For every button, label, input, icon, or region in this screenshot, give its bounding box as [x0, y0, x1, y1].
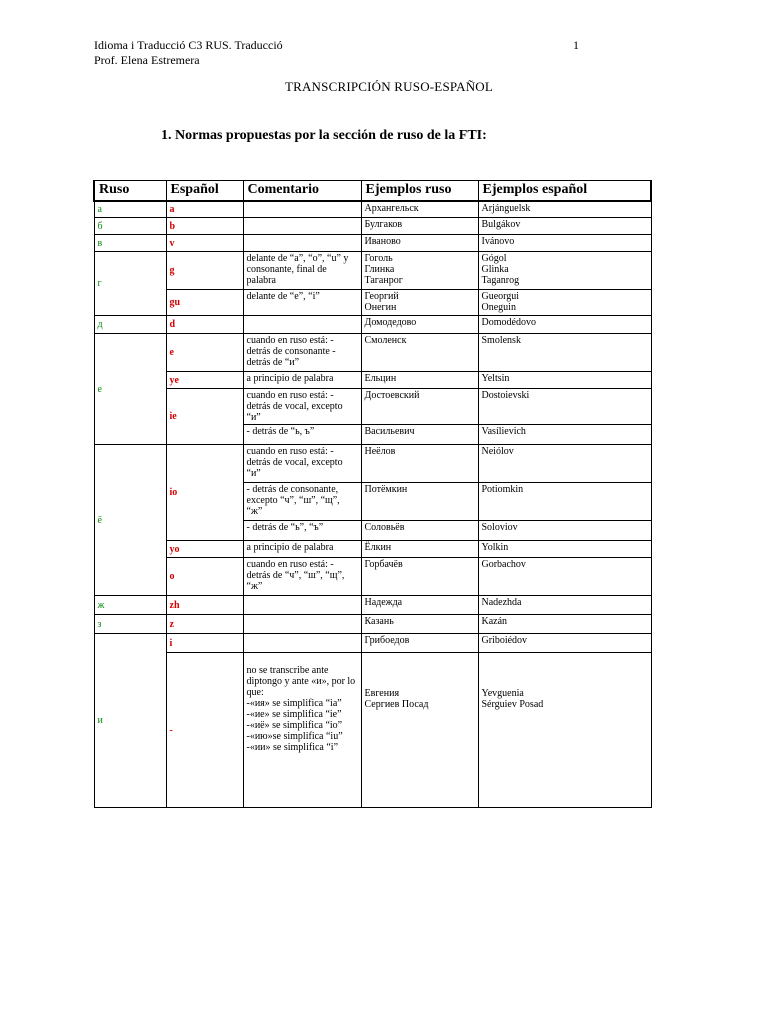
espanol-cell: v: [166, 235, 243, 252]
espanol-cell: z: [166, 615, 243, 634]
example-ru: [361, 653, 478, 808]
comment-cell: [243, 201, 361, 218]
example-es: Griboiédov: [478, 634, 651, 653]
example-es: Neiólov: [478, 445, 651, 483]
example-es-line: Yevguenia: [481, 688, 524, 699]
header-ejemplos-espanol: Ejemplos español: [478, 181, 651, 201]
header-comentario: Comentario: [243, 181, 361, 201]
espanol-cell: d: [166, 316, 243, 334]
header-ejemplos-ruso: Ejemplos ruso: [361, 181, 478, 201]
table-row: [94, 218, 651, 235]
comment-cell: a principio de palabra: [243, 541, 361, 558]
espanol-cell: ye: [166, 372, 243, 389]
comment-cell: [243, 316, 361, 334]
example-es: Nadezhda: [478, 596, 651, 615]
example-es-line: Oneguin: [481, 302, 516, 313]
example-ru: Грибоедов: [361, 634, 478, 653]
example-es-line: Glinka: [481, 264, 509, 275]
example-es: Kazán: [478, 615, 651, 634]
example-es: Potiomkin: [478, 483, 651, 521]
example-ru: Достоевский: [361, 389, 478, 425]
table-row: [94, 558, 651, 596]
comment-line: -«ие» se simplifica “ie”: [246, 709, 342, 720]
comment-cell: - detrás de consonante, excepto “ч”, “ш”, “щ”, “ж”: [243, 483, 361, 521]
comment-cell: [243, 653, 361, 808]
espanol-cell: i: [166, 634, 243, 653]
example-es: Domodédovo: [478, 316, 651, 334]
comment-cell: - detrás de “ь, ъ”: [243, 425, 361, 445]
example-es: Yolkin: [478, 541, 651, 558]
comment-cell: cuando en ruso está: - detrás de “ч”, “ш”, “щ”, “ж”: [243, 558, 361, 596]
comment-cell: delante de “e”, “i”: [243, 290, 361, 316]
example-ru: Неёлов: [361, 445, 478, 483]
comment-cell: delante de “a”, “o”, “u” y consonante, final de palabra: [243, 252, 361, 290]
example-es-line: Gógol: [481, 253, 507, 264]
table-row: [94, 653, 651, 808]
example-ru-line: Онегин: [364, 302, 397, 313]
section-heading: 1. Normas propuestas por la sección de ruso de la FTI:: [161, 128, 487, 143]
table-row: [94, 235, 651, 252]
header-course: Idioma i Traducció C3 RUS. Traducció: [94, 38, 283, 52]
ruso-cell: ё: [94, 445, 166, 596]
comment-line: -«ии» se simplifica “i”: [246, 742, 339, 753]
table-row: [94, 334, 651, 372]
example-ru: Булгаков: [361, 218, 478, 235]
espanol-cell: io: [166, 445, 243, 541]
ruso-cell: а: [94, 201, 166, 218]
example-es-line: Taganrog: [481, 275, 520, 286]
example-es: Ivánovo: [478, 235, 651, 252]
espanol-cell: zh: [166, 596, 243, 615]
example-ru-line: Гоголь: [364, 253, 393, 264]
example-es-line: Sérguiev Posad: [481, 699, 544, 710]
example-es-line: Gueorgui: [481, 291, 520, 302]
comment-cell: [243, 218, 361, 235]
table-row: [94, 252, 651, 290]
comment-line: -«ия» se simplifica “ia”: [246, 698, 342, 709]
ruso-cell: г: [94, 252, 166, 316]
example-es: [478, 252, 651, 290]
espanol-cell: gu: [166, 290, 243, 316]
table-row: [94, 445, 651, 483]
ruso-cell: и: [94, 634, 166, 808]
example-ru: Смоленск: [361, 334, 478, 372]
espanol-cell: yo: [166, 541, 243, 558]
example-es: Vasílievich: [478, 425, 651, 445]
header-professor: Prof. Elena Estremera: [94, 53, 200, 67]
espanol-cell: -: [166, 653, 243, 808]
example-ru-line: Глинка: [364, 264, 395, 275]
comment-cell: [243, 596, 361, 615]
header-ruso: Ruso: [94, 181, 166, 201]
comment-cell: cuando en ruso está: - detrás de consonante - detrás de “и”: [243, 334, 361, 372]
example-ru-line: Евгения: [364, 688, 400, 699]
espanol-cell: e: [166, 334, 243, 372]
espanol-cell: g: [166, 252, 243, 290]
example-ru: Надежда: [361, 596, 478, 615]
example-ru: Иваново: [361, 235, 478, 252]
comment-cell: [243, 235, 361, 252]
espanol-cell: ie: [166, 389, 243, 445]
table-row: [94, 634, 651, 653]
ruso-cell: в: [94, 235, 166, 252]
example-ru: Домодедово: [361, 316, 478, 334]
example-ru: Ёлкин: [361, 541, 478, 558]
comment-line: -«ию»se simplifica “iu”: [246, 731, 343, 742]
espanol-cell: a: [166, 201, 243, 218]
table-row: [94, 615, 651, 634]
table-row: [94, 290, 651, 316]
ruso-cell: е: [94, 334, 166, 445]
table-row: [94, 596, 651, 615]
header-espanol: Español: [166, 181, 243, 201]
example-es: Dostoievski: [478, 389, 651, 425]
example-ru-line: Таганрог: [364, 275, 403, 286]
table-row: [94, 541, 651, 558]
example-ru: [361, 290, 478, 316]
example-ru-line: Георгий: [364, 291, 399, 302]
example-es: Gorbachov: [478, 558, 651, 596]
example-ru: Архангельск: [361, 201, 478, 218]
example-es: Arjánguelsk: [478, 201, 651, 218]
example-ru: Казань: [361, 615, 478, 634]
example-ru-line: Сергиев Посад: [364, 699, 429, 710]
comment-cell: cuando en ruso está: - detrás de vocal, excepto “и”: [243, 445, 361, 483]
example-es: Yeltsin: [478, 372, 651, 389]
comment-cell: cuando en ruso está: - detrás de vocal, excepto “и”: [243, 389, 361, 425]
example-es: [478, 653, 651, 808]
comment-line: -«иё» se simplifica “io”: [246, 720, 343, 731]
example-es: [478, 290, 651, 316]
espanol-cell: o: [166, 558, 243, 596]
ruso-cell: д: [94, 316, 166, 334]
ruso-cell: ж: [94, 596, 166, 615]
comment-cell: a principio de palabra: [243, 372, 361, 389]
example-es: Bulgákov: [478, 218, 651, 235]
table-row: [94, 201, 651, 218]
example-ru: Горбачёв: [361, 558, 478, 596]
comment-line: no se transcribe ante diptongo y ante «и», por lo que:: [246, 665, 356, 698]
comment-cell: [243, 615, 361, 634]
espanol-cell: b: [166, 218, 243, 235]
document-title: TRANSCRIPCIÓN RUSO-ESPAÑOL: [284, 79, 494, 94]
table-row: [94, 389, 651, 425]
ruso-cell: з: [94, 615, 166, 634]
example-es: Smolensk: [478, 334, 651, 372]
example-ru: Соловьёв: [361, 521, 478, 541]
example-ru: Васильевич: [361, 425, 478, 445]
page-number: 1: [573, 38, 579, 52]
table-row: [94, 372, 651, 389]
table-header-row: [94, 181, 651, 201]
example-ru: [361, 252, 478, 290]
comment-cell: [243, 634, 361, 653]
table-row: [94, 316, 651, 334]
ruso-cell: б: [94, 218, 166, 235]
example-es: Soloviov: [478, 521, 651, 541]
comment-cell: - detrás de “ь”, “ъ”: [243, 521, 361, 541]
transcription-table: [93, 180, 652, 808]
example-ru: Ельцин: [361, 372, 478, 389]
example-ru: Потёмкин: [361, 483, 478, 521]
